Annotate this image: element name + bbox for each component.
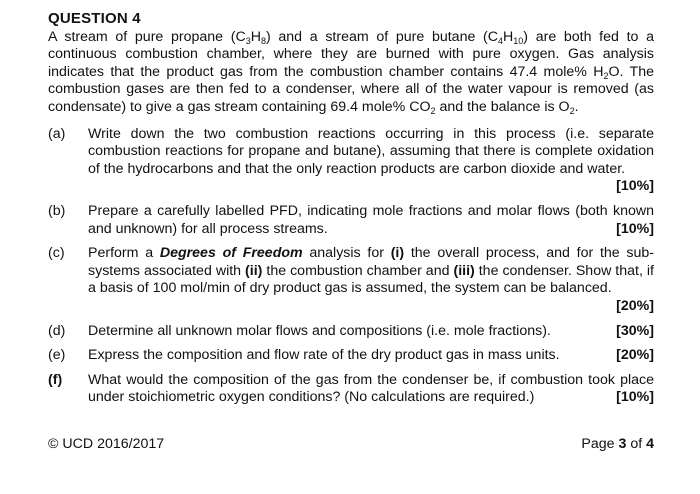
part-body	[88, 372, 654, 407]
part-text: analysis for	[302, 245, 391, 262]
part-c	[48, 245, 654, 315]
subscript: 10	[513, 35, 524, 46]
page-prefix: Page	[581, 436, 619, 452]
sub-part-marker: (iii)	[453, 262, 475, 279]
page-mid: of	[626, 436, 647, 452]
sub-part-marker: (i)	[390, 245, 405, 262]
part-body	[88, 203, 654, 238]
intro-text: A stream of pure propane (C	[48, 28, 246, 45]
part-text: What would the composition of the gas from the condenser be, if combustion took place under stoichiometric oxygen conditions? (No calculations are required.)	[88, 371, 654, 406]
intro-text: and the balance is O	[435, 98, 570, 115]
question-title: QUESTION 4	[48, 10, 141, 27]
marks-badge: [20%]	[616, 297, 654, 314]
part-body	[88, 126, 654, 196]
part-text: the combustion chamber and	[262, 262, 454, 279]
part-text: the condenser. Show that, if a basis of 100 mol/min of dry product gas is assumed, the system can be balanced.	[88, 262, 654, 297]
subscript: 2	[603, 70, 609, 81]
sub-part-marker: (ii)	[245, 262, 263, 279]
intro-text: ) and a stream of pure butane (C	[266, 28, 499, 45]
page-current: 3	[618, 436, 627, 452]
part-text: the overall process, and for the sub-systems associated with	[88, 245, 655, 279]
part-a	[48, 126, 654, 196]
intro-text: ) are both fed to a continuous combustion chamber, where they are burned with pure oxygen. Gas analysis indicates that the product gas from the combustion chamber contains 47.4 mole% H	[48, 28, 654, 80]
page-number	[581, 436, 654, 454]
part-e	[48, 347, 654, 365]
part-d	[48, 323, 654, 341]
marks-badge: [20%]	[616, 347, 654, 364]
intro-text: H	[503, 28, 514, 45]
part-label: (a)	[48, 125, 66, 142]
marks-badge: [10%]	[616, 220, 654, 237]
part-f	[48, 372, 654, 407]
intro-text: O. The combustion gases are then fed to a condenser, where all of the water vapour is removed (as condensate) to give a gas stream containing 69.4 mole% CO	[48, 63, 654, 115]
intro-text: H	[250, 28, 261, 45]
page-total: 4	[646, 436, 654, 452]
subscript: 3	[245, 35, 251, 46]
part-body	[88, 323, 654, 341]
part-b	[48, 203, 654, 238]
emphasis-text: Degrees of Freedom	[159, 245, 303, 262]
part-label: (b)	[48, 202, 66, 219]
part-body	[88, 245, 654, 315]
marks-badge: [10%]	[616, 178, 654, 195]
part-text: Write down the two combustion reactions occurring in this process (i.e. separate combustion reactions for propane and butane), assuming that there is complete oxidation of the hydrocarbons and that the only reaction products are carbon dioxide and water.	[88, 125, 654, 177]
exam-page	[48, 10, 654, 414]
subscript: 2	[569, 105, 575, 116]
part-text: Prepare a carefully labelled PFD, indicating mole fractions and molar flows (both known and unknown) for all process streams.	[88, 202, 654, 237]
part-text: Perform a	[88, 245, 160, 262]
subscript: 4	[498, 35, 504, 46]
part-text: Determine all unknown molar flows and compositions (i.e. mole fractions).	[88, 322, 551, 339]
question-intro	[48, 29, 654, 117]
part-label: (c)	[48, 245, 65, 262]
part-label: (d)	[48, 322, 66, 339]
copyright-text: © UCD 2016/2017	[48, 436, 165, 452]
marks-badge: [10%]	[616, 389, 654, 406]
subscript: 2	[430, 105, 436, 116]
intro-text: .	[574, 98, 579, 115]
part-label: (e)	[48, 347, 66, 364]
part-text: Express the composition and flow rate of the dry product gas in mass units.	[88, 347, 560, 364]
page-footer	[48, 436, 654, 454]
part-body	[88, 347, 654, 365]
subscript: 8	[260, 35, 266, 46]
part-label: (f)	[48, 371, 63, 388]
marks-badge: [30%]	[616, 322, 654, 339]
question-parts	[48, 126, 654, 407]
